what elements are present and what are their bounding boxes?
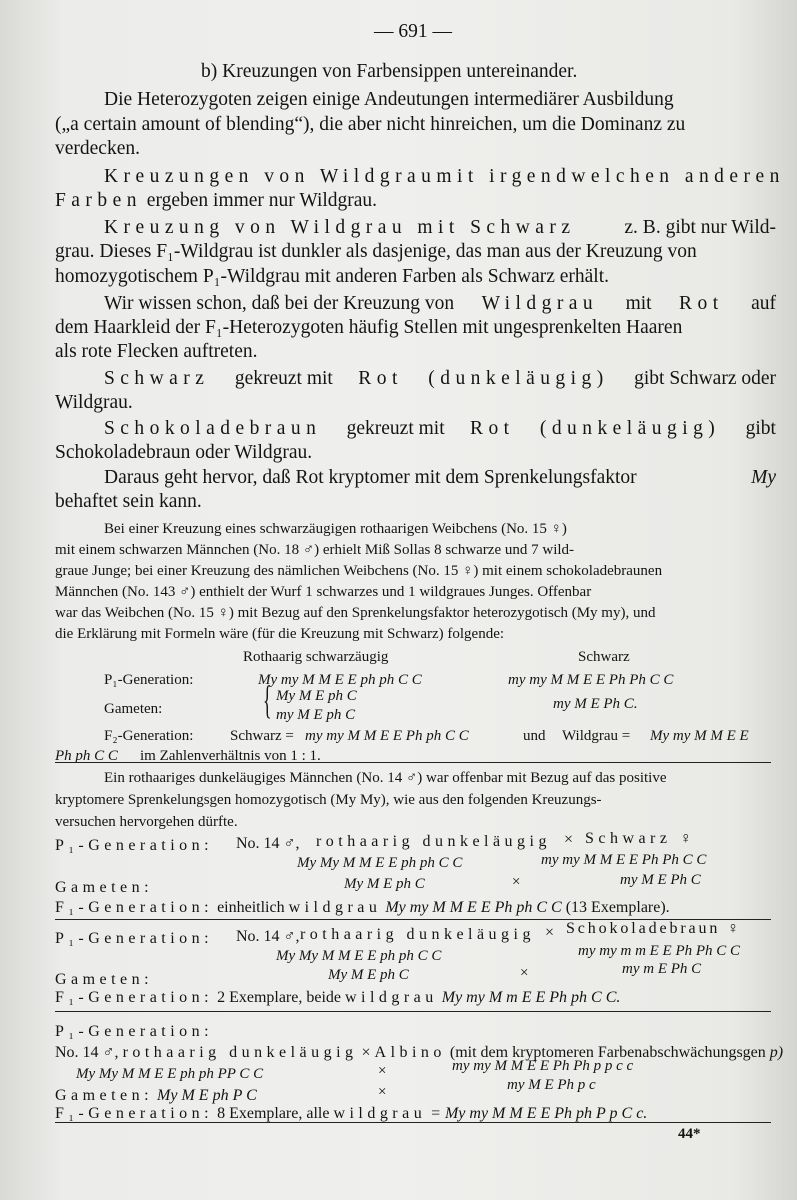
spaced-text: mit irgendwelchen anderen: [436, 166, 785, 187]
text: Daraus geht hervor, daß Rot kryptomer mit dem Sprenkelungsfaktor: [104, 467, 637, 488]
result-line: [55, 900, 670, 916]
times-icon: ×: [378, 1063, 387, 1079]
body-line: [104, 90, 776, 110]
text: ergeben immer nur Wildgrau.: [146, 190, 378, 211]
divider: [55, 1011, 771, 1012]
body-line: [104, 468, 776, 488]
times-icon: ×: [361, 1044, 371, 1061]
text: (13 Exemplare).: [565, 899, 670, 916]
text: gibt: [745, 418, 776, 439]
body-line: [104, 369, 776, 389]
spaced-text: Schokoladebraun: [104, 418, 322, 439]
body-line: homozygotischem P₁-Wildgrau mit anderen Farben als Schwarz erhält.: [55, 266, 610, 287]
genotype: My M E ph C: [344, 876, 425, 892]
times-icon: ×: [378, 1084, 387, 1100]
body-line: [104, 294, 776, 314]
genotype: my my M M E E Ph Ph C C: [508, 672, 674, 688]
times-icon: ×: [545, 924, 555, 941]
text: No. 14 ♂,: [236, 928, 300, 945]
text: (mit dem kryptomeren Farbenabschwächungsgen: [449, 1044, 766, 1061]
genotype: my my M M E E Ph ph C C: [305, 728, 469, 744]
section-heading: b) Kreuzungen von Farbensippen untereinander.: [201, 61, 578, 82]
times-icon: ×: [512, 874, 521, 890]
genotype: my M E Ph C: [620, 872, 701, 888]
genotype: = My my M M E E Ph ph P p C c.: [430, 1105, 648, 1122]
formula-label: F₁-Generation:: [55, 899, 214, 916]
genotype: My my M M E E Ph ph C C: [385, 899, 562, 916]
text: auf: [751, 293, 776, 314]
formula-label: F₁-Generation:: [55, 989, 214, 1006]
genotype: my my M M E E Ph Ph C C: [541, 852, 707, 868]
body-line: als rote Flecken auftreten.: [55, 341, 258, 362]
small-line: mit einem schwarzen Männchen (No. 18 ♂) erhielt Miß Sollas 8 schwarze und 7 wild-: [55, 542, 575, 558]
formula-header: Schwarz: [578, 649, 630, 665]
text: mit: [625, 293, 652, 314]
page-number: — 691 —: [374, 21, 452, 42]
text: Wildgrau =: [562, 728, 631, 744]
body-line: verdecken.: [55, 138, 140, 159]
genotype: My My M M E E ph ph C C: [276, 948, 442, 964]
genotype: My my M M E E: [650, 728, 749, 744]
genotype: my m E Ph C: [622, 961, 702, 977]
body-line: Wildgrau.: [55, 392, 133, 413]
spaced-text: (dunkeläugig): [539, 418, 721, 439]
spaced-text: wildgrau: [288, 899, 382, 916]
spaced-text: Wildgrau: [481, 293, 599, 314]
formula-label: F₁-Generation:: [55, 1105, 214, 1122]
body-line: [104, 419, 776, 439]
divider: [55, 1122, 771, 1123]
spaced-text: Rot: [679, 293, 724, 314]
spaced-text: (dunkeläugig): [428, 368, 609, 389]
body-line: („a certain amount of blending“), die aber nicht hinreichen, um die Dominanz zu: [55, 114, 686, 135]
spaced-text: Schwarz: [104, 368, 210, 389]
text: Wir wissen schon, daß bei der Kreuzung von: [104, 293, 455, 314]
result-line: [55, 990, 620, 1006]
cross-line: [55, 1045, 783, 1061]
genotype: my M E Ph p c: [507, 1077, 596, 1093]
result-line: [55, 1106, 647, 1122]
genotype: Ph ph C C: [55, 748, 118, 764]
spaced-text: Kreuzung von Wildgrau mit Schwarz: [104, 217, 576, 238]
spaced-text: Albino: [374, 1044, 446, 1061]
text: einheitlich: [217, 899, 285, 916]
spaced-text: wildgrau: [333, 1105, 427, 1122]
spaced-text: Schokoladebraun ♀: [566, 920, 743, 937]
genotype: my M E Ph C.: [553, 696, 638, 712]
times-icon: ×: [564, 831, 574, 848]
genotype: My my M M E E ph ph C C: [258, 672, 422, 688]
small-line: Bei einer Kreuzung eines schwarzäugigen rothaarigen Weibchens (No. 15 ♀): [104, 521, 567, 537]
spaced-text: Schwarz ♀: [585, 830, 697, 847]
text: gekreuzt mit: [234, 368, 333, 389]
genotype: My M E ph C: [276, 688, 357, 704]
small-line: Männchen (No. 143 ♂) enthielt der Wurf 1 schwarzes und 1 wildgraues Junges. Offenbar: [55, 584, 592, 600]
gene-symbol: My: [751, 467, 776, 488]
small-line: war das Weibchen (No. 15 ♀) mit Bezug auf den Sprenkelungsfaktor heterozygotisch (My my), und: [55, 605, 656, 621]
body-line: behaftet sein kann.: [55, 491, 202, 512]
brace-icon: {: [263, 677, 272, 722]
text: No. 14 ♂,: [236, 835, 300, 852]
spaced-text: Rot: [469, 418, 515, 439]
body-line: [104, 166, 785, 187]
body-line: [104, 218, 776, 238]
body-line: dem Haarkleid der F₁-Heterozygoten häufig Stellen mit ungesprenkelten Haaren: [55, 317, 683, 338]
gameten-line: [55, 1088, 257, 1104]
times-icon: ×: [520, 965, 529, 981]
formula-label: P₁-Generation:: [55, 930, 214, 947]
text: 2 Exemplare, beide: [217, 989, 342, 1006]
divider: [55, 762, 771, 763]
text: Die Heterozygoten zeigen einige Andeutungen intermediärer Ausbildung: [104, 89, 674, 110]
body-line: [55, 191, 377, 211]
body-line: grau. Dieses F₁-Wildgrau ist dunkler als dasjenige, das man aus der Kreuzung von: [55, 241, 697, 262]
small-line: kryptomere Sprenkelungsgen homozygotisch (My My), wie aus den folgenden Kreuzungs-: [55, 792, 602, 808]
spaced-text: wildgrau: [345, 989, 438, 1006]
genotype: my my M M E E Ph Ph p p c c: [452, 1058, 634, 1074]
formula-label: Gameten:: [55, 1087, 154, 1104]
genotype: My M E ph C: [328, 967, 409, 983]
signature-mark: 44*: [678, 1126, 701, 1142]
text: z. B. gibt nur Wild-: [624, 217, 776, 238]
spaced-text: Rot: [358, 368, 403, 389]
formula-header: Rothaarig schwarzäugig: [243, 649, 389, 665]
genotype: My My M M E E ph ph PP C C: [76, 1066, 264, 1082]
small-line: graue Junge; bei einer Kreuzung des nämlichen Weibchens (No. 15 ♀) mit einem schokoladebraunen: [55, 563, 663, 579]
spaced-text: rothaarig dunkeläugig: [300, 926, 535, 943]
gene-symbol: p): [769, 1044, 784, 1061]
formula-label: Gameten:: [55, 971, 154, 988]
spaced-text: Kreuzungen von Wildgrau: [104, 166, 437, 187]
formula-label: P₁-Generation:: [55, 837, 214, 854]
formula-label: P₁-Generation:: [104, 672, 194, 688]
text: No. 14 ♂,: [55, 1044, 119, 1061]
genotype: My My M M E E ph ph C C: [297, 855, 463, 871]
text: Schwarz =: [230, 728, 294, 744]
genotype: My M E ph P C: [157, 1087, 257, 1104]
small-line: die Erklärung mit Formeln wäre (für die Kreuzung mit Schwarz) folgende:: [55, 626, 505, 642]
formula-label: P₁-Generation:: [55, 1023, 214, 1040]
text: gibt Schwarz oder: [634, 368, 776, 389]
small-line: versuchen hervorgehen dürfte.: [55, 814, 238, 830]
formula-label: Gameten:: [104, 701, 163, 717]
genotype: my M E ph C: [276, 707, 356, 723]
genotype: My my M m E E Ph ph C C.: [441, 989, 621, 1006]
spaced-text: rothaarig dunkeläugig: [316, 833, 551, 850]
small-line: Ein rothaariges dunkeläugiges Männchen (No. 14 ♂) war offenbar mit Bezug auf das positive: [104, 770, 667, 786]
formula-label: F₂-Generation:: [104, 728, 194, 744]
formula-label: Gameten:: [55, 879, 154, 896]
text: 8 Exemplare, alle: [217, 1105, 330, 1122]
text: und: [523, 728, 546, 744]
spaced-text: Farben: [55, 190, 142, 211]
genotype: my my m m E E Ph Ph C C: [578, 943, 741, 959]
text: im Zahlenverhältnis von 1 : 1.: [140, 748, 321, 764]
spaced-text: rothaarig dunkeläugig: [122, 1044, 358, 1061]
text: gekreuzt mit: [346, 418, 445, 439]
body-line: Schokoladebraun oder Wildgrau.: [55, 442, 313, 463]
